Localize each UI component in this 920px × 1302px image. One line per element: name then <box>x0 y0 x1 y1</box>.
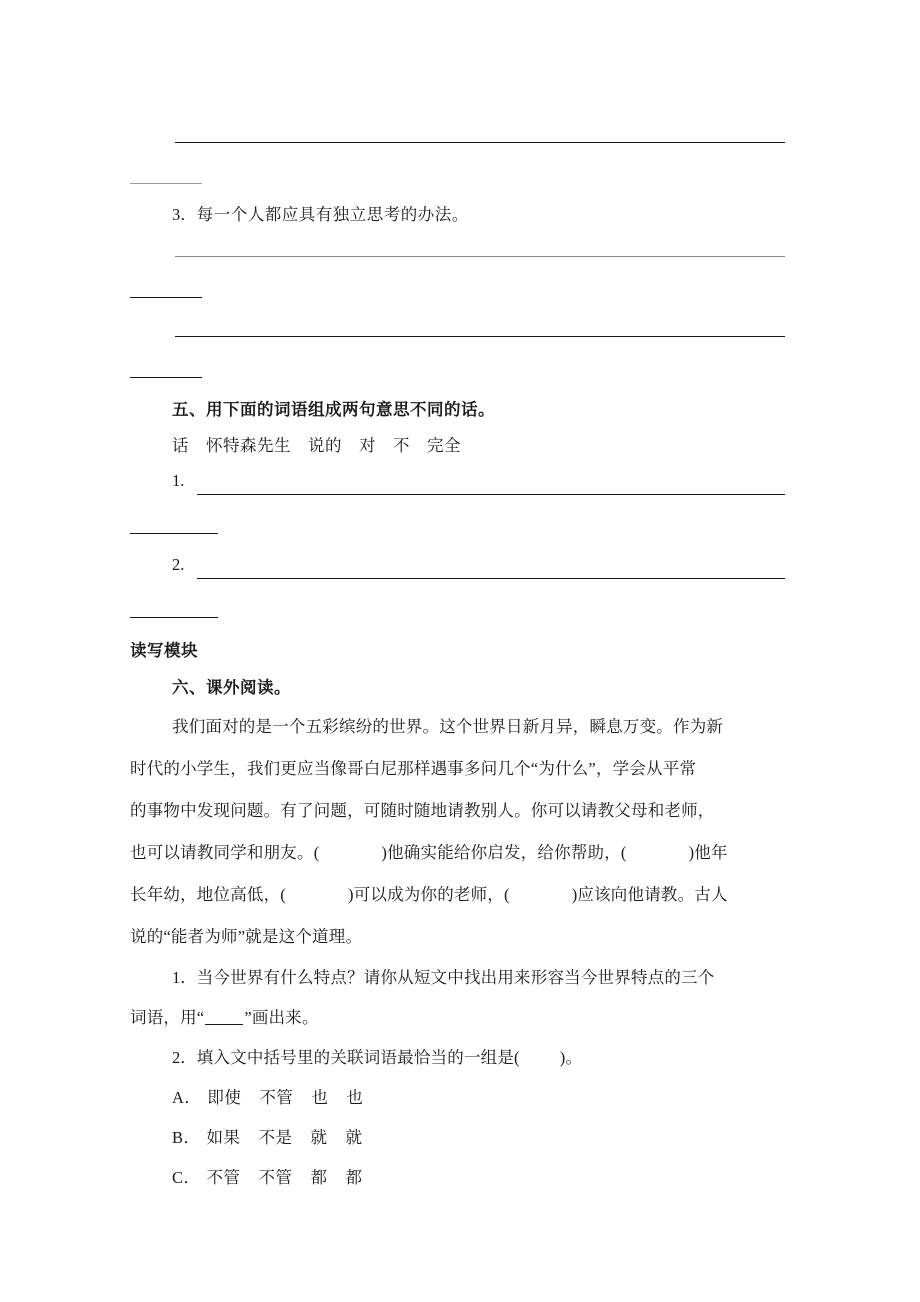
answer-rule-top-2[interactable] <box>130 232 785 270</box>
word-bank-item-5: 完全 <box>427 436 461 455</box>
choice-a-word-1: 不管 <box>259 1088 294 1107</box>
reading-question-2 <box>130 1038 785 1078</box>
choice-b-word-2: 就 <box>310 1128 328 1147</box>
module-label: 读写模块 <box>130 641 198 660</box>
section-five-blank-2[interactable] <box>130 548 785 590</box>
reading-question-1-text-c: ”画出来。 <box>244 1008 319 1027</box>
choice-c-letter: C． <box>172 1168 201 1187</box>
passage-line-6: 说的“能者为师”就是这个道理。 <box>130 927 363 946</box>
reading-question-1-number: 1． <box>172 968 197 987</box>
passage-line-2: 时代的小学生，我们更应当像哥白尼那样遇事多问几个“为什么”，学会从平常 <box>130 759 697 778</box>
word-bank-item-4: 不 <box>393 436 410 455</box>
question-3-number: 3． <box>172 205 197 224</box>
passage-line-5-part-b: )可以成为你的老师，( <box>348 885 510 904</box>
choice-option-b[interactable] <box>130 1118 785 1158</box>
section-five-word-bank <box>130 428 785 464</box>
word-bank-item-1: 怀特森先生 <box>206 436 291 455</box>
choice-a-letter: A． <box>172 1088 202 1107</box>
reading-question-1-text-b: 词语，用“ <box>130 1008 205 1027</box>
passage-line-4-part-a: 也可以请教同学和朋友。( <box>130 843 320 862</box>
choice-a-word-2: 也 <box>311 1088 329 1107</box>
reading-question-1-continued <box>130 998 785 1038</box>
choice-c-word-3: 都 <box>345 1168 363 1187</box>
word-bank-item-3: 对 <box>359 436 376 455</box>
passage-line-1: 我们面对的是一个五彩缤纷的世界。这个世界日新月异，瞬息万变。作为新 <box>172 717 724 736</box>
choice-c-word-0: 不管 <box>206 1168 241 1187</box>
passage-line-5 <box>130 874 785 916</box>
passage-line-5-part-c: )应该向他请教。古人 <box>571 885 728 904</box>
choice-b-word-3: 就 <box>345 1128 363 1147</box>
answer-underline-inline[interactable] <box>205 1024 243 1025</box>
choice-c-word-2: 都 <box>310 1168 328 1187</box>
answer-stub-top-2[interactable] <box>130 270 785 312</box>
question-3-text: 每一个人都应具有独立思考的办法。 <box>196 205 469 224</box>
word-bank-item-2: 说的 <box>308 436 342 455</box>
reading-question-2-text-b: )。 <box>559 1048 583 1067</box>
reading-question-2-text-a: 填入文中括号里的关联词语最恰当的一组是( <box>196 1048 520 1067</box>
section-five-stub-2[interactable] <box>130 590 785 632</box>
section-five-blank-1[interactable] <box>130 464 785 506</box>
choice-a-word-3: 也 <box>346 1088 364 1107</box>
worksheet-content <box>130 118 785 1198</box>
answer-stub-top-3[interactable] <box>130 350 785 392</box>
passage-line-4-part-b: )他确实能给你启发，给你帮助，( <box>381 843 627 862</box>
passage-line-4 <box>130 832 785 874</box>
section-five-blank-2-number: 2. <box>172 555 185 574</box>
choice-a-word-0: 即使 <box>207 1088 242 1107</box>
choice-b-word-0: 如果 <box>206 1128 241 1147</box>
choice-option-c[interactable] <box>130 1158 785 1198</box>
passage-line-4-part-c: )他年 <box>688 843 728 862</box>
reading-question-1 <box>130 958 785 998</box>
choice-option-a[interactable] <box>130 1078 785 1118</box>
section-five-blank-1-number: 1. <box>172 471 185 490</box>
reading-question-2-number: 2． <box>172 1048 197 1067</box>
passage-line-3: 的事物中发现问题。有了问题，可随时随地请教别人。你可以请教父母和老师， <box>130 801 715 820</box>
section-five-heading: 五、用下面的词语组成两句意思不同的话。 <box>172 400 495 419</box>
choice-b-letter: B． <box>172 1128 201 1147</box>
section-five-stub-1[interactable] <box>130 506 785 548</box>
passage-line-5-part-a: 长年幼，地位高低，( <box>130 885 286 904</box>
answer-rule-top-3[interactable] <box>130 312 785 350</box>
reading-question-1-text: 当今世界有什么特点？请你从短文中找出用来形容当今世界特点的三个 <box>196 968 715 987</box>
question-3 <box>130 198 785 232</box>
section-six-heading: 六、课外阅读。 <box>172 678 291 697</box>
word-bank-item-0: 话 <box>172 436 189 455</box>
answer-rule-top-1[interactable] <box>130 118 785 156</box>
choice-c-word-1: 不管 <box>258 1168 293 1187</box>
choice-b-word-1: 不是 <box>258 1128 293 1147</box>
answer-stub-top-1[interactable] <box>130 156 785 198</box>
